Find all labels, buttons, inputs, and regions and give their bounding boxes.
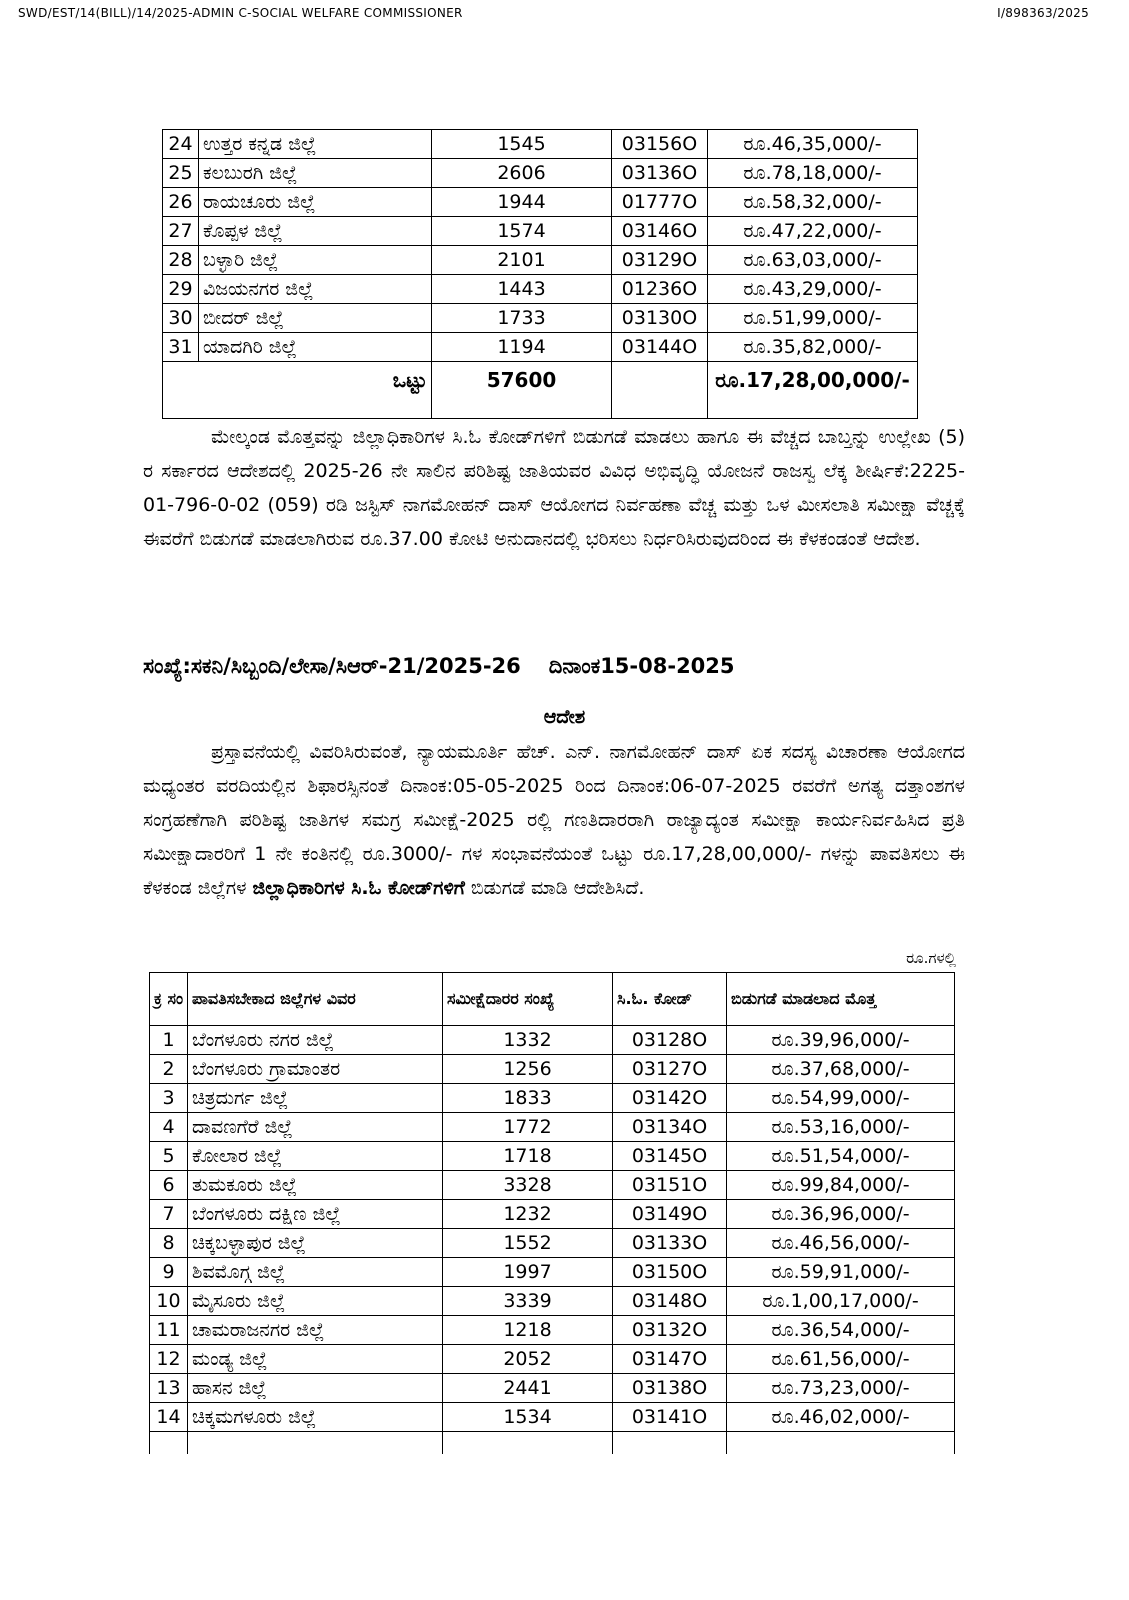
released-amount: ರೂ.37,68,000/- bbox=[727, 1055, 955, 1084]
total-count: 57600 bbox=[432, 362, 612, 419]
co-code: 03134O bbox=[613, 1113, 727, 1142]
surveyor-count: 2101 bbox=[432, 246, 612, 275]
released-amount: ರೂ.51,99,000/- bbox=[708, 304, 918, 333]
order-title: ಆದೇಶ bbox=[543, 706, 586, 728]
released-amount: ರೂ.99,84,000/- bbox=[727, 1171, 955, 1200]
district-name: ಬಳ್ಳಾರಿ ಜಿಲ್ಲೆ bbox=[199, 246, 432, 275]
serial-number: 29 bbox=[163, 275, 199, 304]
table-row bbox=[163, 333, 918, 362]
district-amount-table-continued bbox=[162, 129, 918, 419]
order-body-bold: ಜಿಲ್ಲಾಧಿಕಾರಿಗಳ ಸಿ.ಓ ಕೋಡ್‌ಗಳಿಗೆ bbox=[252, 877, 465, 899]
district-name: ಹಾಸನ ಜಿಲ್ಲೆ bbox=[188, 1374, 443, 1403]
district-name: ರಾಯಚೂರು ಜಿಲ್ಲೆ bbox=[199, 188, 432, 217]
surveyor-count: 1545 bbox=[432, 130, 612, 159]
district-name: ಚಿತ್ರದುರ್ಗ ಜಿಲ್ಲೆ bbox=[188, 1084, 443, 1113]
district-name: ಮಂಡ್ಯ ಜಿಲ್ಲೆ bbox=[188, 1345, 443, 1374]
table-row bbox=[150, 1113, 955, 1142]
co-code: 03148O bbox=[613, 1287, 727, 1316]
co-code: 03129O bbox=[612, 246, 708, 275]
released-amount: ರೂ.35,82,000/- bbox=[708, 333, 918, 362]
surveyor-count: 1194 bbox=[432, 333, 612, 362]
district-name: ಶಿವಮೊಗ್ಗ ಜಿಲ್ಲೆ bbox=[188, 1258, 443, 1287]
released-amount: ರೂ.51,54,000/- bbox=[727, 1142, 955, 1171]
serial-number: 12 bbox=[150, 1345, 188, 1374]
released-amount: ರೂ.43,29,000/- bbox=[708, 275, 918, 304]
table-row bbox=[150, 1316, 955, 1345]
co-code: 03145O bbox=[613, 1142, 727, 1171]
surveyor-count: 1733 bbox=[432, 304, 612, 333]
released-amount: ರೂ.36,54,000/- bbox=[727, 1316, 955, 1345]
serial-number: 5 bbox=[150, 1142, 188, 1171]
co-code: 03136O bbox=[612, 159, 708, 188]
co-code: 03133O bbox=[613, 1229, 727, 1258]
co-code: 03151O bbox=[613, 1171, 727, 1200]
district-name: ಚಾಮರಾಜನಗರ ಜಿಲ್ಲೆ bbox=[188, 1316, 443, 1345]
co-code: 03127O bbox=[613, 1055, 727, 1084]
co-code: 03138O bbox=[613, 1374, 727, 1403]
district-name: ವಿಜಯನಗರ ಜಿಲ್ಲೆ bbox=[199, 275, 432, 304]
released-amount: ರೂ.46,02,000/- bbox=[727, 1403, 955, 1432]
co-code: 03147O bbox=[613, 1345, 727, 1374]
surveyor-count: 1534 bbox=[443, 1403, 613, 1432]
co-code: 03132O bbox=[613, 1316, 727, 1345]
surveyor-count: 1997 bbox=[443, 1258, 613, 1287]
table-row bbox=[150, 1258, 955, 1287]
co-code: 01777O bbox=[612, 188, 708, 217]
total-row bbox=[163, 362, 918, 419]
order-reference-line bbox=[143, 654, 735, 679]
serial-number: 25 bbox=[163, 159, 199, 188]
released-amount: ರೂ.54,99,000/- bbox=[727, 1084, 955, 1113]
header-co-code: ಸಿ.ಓ. ಕೋಡ್ bbox=[613, 973, 727, 1026]
released-amount: ರೂ.78,18,000/- bbox=[708, 159, 918, 188]
paragraph-budget-head: ಮೇಲ್ಕಂಡ ಮೊತ್ತವನ್ನು ಜಿಲ್ಲಾಧಿಕಾರಿಗಳ ಸಿ.ಓ ಕೋಡ್‌ಗಳಿಗೆ ಬಿಡುಗಡೆ ಮಾಡಲು ಹಾಗೂ ಈ ವೆಚ್ಚದ ಬಾಬ್ತನ್ನು ಉಲ್ಲೇಖ (5) ರ ಸರ್ಕಾರದ ಆದೇಶದಲ್ಲಿ 2025-26 ನೇ ಸಾಲಿನ ಪರಿಶಿಷ್ಟ ಜಾತಿಯವರ ವಿವಿಧ ಅಭಿವೃದ್ಧಿ ಯೋಜನೆ ರಾಜಸ್ವ ಲೆಕ್ಕ ಶೀರ್ಷಿಕೆ:2225-01-796-0-02 (059) ರಡಿ ಜಸ್ಟಿಸ್ ನಾಗಮೋಹನ್ ದಾಸ್ ಆಯೋಗದ ನಿರ್ವಹಣಾ ವೆಚ್ಚ ಮತ್ತು ಒಳ ಮೀಸಲಾತಿ ಸಮೀಕ್ಷಾ ವೆಚ್ಚಕ್ಕೆ ಈವರೆಗೆ ಬಿಡುಗಡೆ ಮಾಡಲಾಗಿರುವ ರೂ.37.00 ಕೋಟಿ ಅನುದಾನದಲ್ಲಿ ಭರಿಸಲು ನಿರ್ಧರಿಸಿರುವುದರಿಂದ ಈ ಕೆಳಕಂಡಂತೆ ಆದೇಶ. bbox=[143, 426, 965, 550]
district-name: ಕಲಬುರಗಿ ಜಿಲ್ಲೆ bbox=[199, 159, 432, 188]
header-amount: ಬಿಡುಗಡೆ ಮಾಡಲಾದ ಮೊತ್ತ bbox=[727, 973, 955, 1026]
table-row bbox=[150, 1026, 955, 1055]
co-code: 03156O bbox=[612, 130, 708, 159]
district-name: ಬೀದರ್ ಜಿಲ್ಲೆ bbox=[199, 304, 432, 333]
surveyor-count: 1256 bbox=[443, 1055, 613, 1084]
header-surveyor-count: ಸಮೀಕ್ಷೆದಾರರ ಸಂಖ್ಯೆ bbox=[443, 973, 613, 1026]
released-amount: ರೂ.73,23,000/- bbox=[727, 1374, 955, 1403]
serial-number: 2 bbox=[150, 1055, 188, 1084]
table-row bbox=[150, 1403, 955, 1432]
table-row bbox=[163, 159, 918, 188]
paragraph-order-body bbox=[143, 735, 965, 905]
serial-number: 31 bbox=[163, 333, 199, 362]
serial-number: 7 bbox=[150, 1200, 188, 1229]
serial-number: 14 bbox=[150, 1403, 188, 1432]
co-code: 01236O bbox=[612, 275, 708, 304]
surveyor-count: 2052 bbox=[443, 1345, 613, 1374]
table-row bbox=[150, 1171, 955, 1200]
order-body-tail: ಬಿಡುಗಡೆ ಮಾಡಿ ಆದೇಶಿಸಿದೆ. bbox=[470, 877, 645, 899]
serial-number: 9 bbox=[150, 1258, 188, 1287]
table-row bbox=[163, 246, 918, 275]
district-name: ಚಿಕ್ಕಮಗಳೂರು ಜಿಲ್ಲೆ bbox=[188, 1403, 443, 1432]
surveyor-count: 1232 bbox=[443, 1200, 613, 1229]
unit-note: ರೂ.ಗಳಲ್ಲಿ bbox=[906, 949, 956, 967]
surveyor-count: 1443 bbox=[432, 275, 612, 304]
released-amount: ರೂ.53,16,000/- bbox=[727, 1113, 955, 1142]
table-row bbox=[163, 188, 918, 217]
district-name: ಕೊಪ್ಪಳ ಜಿಲ್ಲೆ bbox=[199, 217, 432, 246]
surveyor-count: 1574 bbox=[432, 217, 612, 246]
surveyor-count: 2441 bbox=[443, 1374, 613, 1403]
order-body-text: ಪ್ರಸ್ತಾವನೆಯಲ್ಲಿ ವಿವರಿಸಿರುವಂತೆ, ನ್ಯಾಯಮೂರ್ತಿ ಹೆಚ್. ಎನ್. ನಾಗಮೋಹನ್ ದಾಸ್ ಏಕ ಸದಸ್ಯ ವಿಚಾರಣಾ ಆಯೋಗದ ಮಧ್ಯಂತರ ವರದಿಯಲ್ಲಿನ ಶಿಫಾರಸ್ಸಿನಂತೆ ದಿನಾಂಕ:05-05-2025 ರಿಂದ ದಿನಾಂಕ:06-07-2025 ರವರೆಗೆ ಅಗತ್ಯ ದತ್ತಾಂಶಗಳ ಸಂಗ್ರಹಣೆಗಾಗಿ ಪರಿಶಿಷ್ಟ ಜಾತಿಗಳ ಸಮಗ್ರ ಸಮೀಕ್ಷೆ-2025 ರಲ್ಲಿ ಗಣತಿದಾರರಾಗಿ ರಾಜ್ಯಾದ್ಯಂತ ಸಮೀಕ್ಷಾ ಕಾರ್ಯನಿರ್ವಹಿಸಿದ ಪ್ರತಿ ಸಮೀಕ್ಷಾದಾರರಿಗೆ 1 ನೇ ಕಂತಿನಲ್ಲಿ ರೂ.3000/- ಗಳ ಸಂಭಾವನೆಯಂತೆ ಒಟ್ಟು ರೂ.17,28,00,000/- ಗಳನ್ನು ಪಾವತಿಸಲು ಈ ಕೆಳಕಂಡ ಜಿಲ್ಲೆಗಳ bbox=[143, 741, 965, 899]
district-name: ದಾವಣಗೆರೆ ಜಿಲ್ಲೆ bbox=[188, 1113, 443, 1142]
surveyor-count: 1332 bbox=[443, 1026, 613, 1055]
serial-number: 3 bbox=[150, 1084, 188, 1113]
serial-number: 11 bbox=[150, 1316, 188, 1345]
table-row bbox=[150, 1374, 955, 1403]
serial-number: 8 bbox=[150, 1229, 188, 1258]
table-row bbox=[150, 1084, 955, 1113]
serial-number: 10 bbox=[150, 1287, 188, 1316]
table-row bbox=[163, 130, 918, 159]
surveyor-count: 2606 bbox=[432, 159, 612, 188]
serial-number: 1 bbox=[150, 1026, 188, 1055]
surveyor-count: 1772 bbox=[443, 1113, 613, 1142]
district-name: ಚಿಕ್ಕಬಳ್ಳಾಪುರ ಜಿಲ್ಲೆ bbox=[188, 1229, 443, 1258]
table-row bbox=[150, 1200, 955, 1229]
co-code: 03141O bbox=[613, 1403, 727, 1432]
serial-number: 26 bbox=[163, 188, 199, 217]
released-amount: ರೂ.46,56,000/- bbox=[727, 1229, 955, 1258]
released-amount: ರೂ.39,96,000/- bbox=[727, 1026, 955, 1055]
surveyor-count: 1552 bbox=[443, 1229, 613, 1258]
surveyor-count: 3328 bbox=[443, 1171, 613, 1200]
table-row bbox=[150, 1229, 955, 1258]
total-label: ಒಟ್ಟು bbox=[163, 362, 432, 419]
header-district: ಪಾವತಿಸಬೇಕಾದ ಜಿಲ್ಲೆಗಳ ವಿವರ bbox=[188, 973, 443, 1026]
table-row bbox=[150, 1345, 955, 1374]
district-name: ಬೆಂಗಳೂರು ನಗರ ಜಿಲ್ಲೆ bbox=[188, 1026, 443, 1055]
released-amount: ರೂ.61,56,000/- bbox=[727, 1345, 955, 1374]
co-code: 03149O bbox=[613, 1200, 727, 1229]
inward-number-header: I/898363/2025 bbox=[997, 6, 1089, 20]
serial-number: 24 bbox=[163, 130, 199, 159]
released-amount: ರೂ.59,91,000/- bbox=[727, 1258, 955, 1287]
serial-number: 4 bbox=[150, 1113, 188, 1142]
district-name: ಬೆಂಗಳೂರು ದಕ್ಷಿಣ ಜಿಲ್ಲೆ bbox=[188, 1200, 443, 1229]
table-continuation-row bbox=[150, 1432, 955, 1455]
district-name: ಉತ್ತರ ಕನ್ನಡ ಜಿಲ್ಲೆ bbox=[199, 130, 432, 159]
released-amount: ರೂ.1,00,17,000/- bbox=[727, 1287, 955, 1316]
table-row bbox=[150, 1142, 955, 1171]
district-name: ತುಮಕೂರು ಜಿಲ್ಲೆ bbox=[188, 1171, 443, 1200]
order-number: ಸಂಖ್ಯೆ:ಸಕನಿ/ಸಿಬ್ಬಂದಿ/ಲೇಸಾ/ಸಿಆರ್-21/2025-26 bbox=[143, 654, 521, 678]
surveyor-count: 1218 bbox=[443, 1316, 613, 1345]
released-amount: ರೂ.58,32,000/- bbox=[708, 188, 918, 217]
surveyor-count: 1718 bbox=[443, 1142, 613, 1171]
co-code: 03128O bbox=[613, 1026, 727, 1055]
released-amount: ರೂ.36,96,000/- bbox=[727, 1200, 955, 1229]
total-code-empty bbox=[612, 362, 708, 419]
surveyor-count: 1944 bbox=[432, 188, 612, 217]
district-name: ಮೈಸೂರು ಜಿಲ್ಲೆ bbox=[188, 1287, 443, 1316]
district-amount-table bbox=[149, 972, 955, 1454]
released-amount: ರೂ.46,35,000/- bbox=[708, 130, 918, 159]
serial-number: 30 bbox=[163, 304, 199, 333]
serial-number: 6 bbox=[150, 1171, 188, 1200]
document-reference-header: SWD/EST/14(BILL)/14/2025-ADMIN C-SOCIAL WELFARE COMMISSIONER bbox=[18, 6, 463, 20]
surveyor-count: 1833 bbox=[443, 1084, 613, 1113]
district-name: ಯಾದಗಿರಿ ಜಿಲ್ಲೆ bbox=[199, 333, 432, 362]
table-row bbox=[163, 304, 918, 333]
co-code: 03142O bbox=[613, 1084, 727, 1113]
table-row bbox=[163, 217, 918, 246]
co-code: 03146O bbox=[612, 217, 708, 246]
released-amount: ರೂ.63,03,000/- bbox=[708, 246, 918, 275]
serial-number: 13 bbox=[150, 1374, 188, 1403]
serial-number: 27 bbox=[163, 217, 199, 246]
district-name: ಬೆಂಗಳೂರು ಗ್ರಾಮಾಂತರ bbox=[188, 1055, 443, 1084]
table-row bbox=[150, 1287, 955, 1316]
co-code: 03130O bbox=[612, 304, 708, 333]
table-row bbox=[150, 1055, 955, 1084]
total-amount: ರೂ.17,28,00,000/- bbox=[708, 362, 918, 419]
header-serial: ಕ್ರ ಸಂ bbox=[150, 973, 188, 1026]
order-date: ದಿನಾಂಕ15-08-2025 bbox=[548, 654, 735, 678]
co-code: 03144O bbox=[612, 333, 708, 362]
surveyor-count: 3339 bbox=[443, 1287, 613, 1316]
table-row bbox=[163, 275, 918, 304]
released-amount: ರೂ.47,22,000/- bbox=[708, 217, 918, 246]
co-code: 03150O bbox=[613, 1258, 727, 1287]
district-name: ಕೋಲಾರ ಜಿಲ್ಲೆ bbox=[188, 1142, 443, 1171]
serial-number: 28 bbox=[163, 246, 199, 275]
table-header-row bbox=[150, 973, 955, 1026]
